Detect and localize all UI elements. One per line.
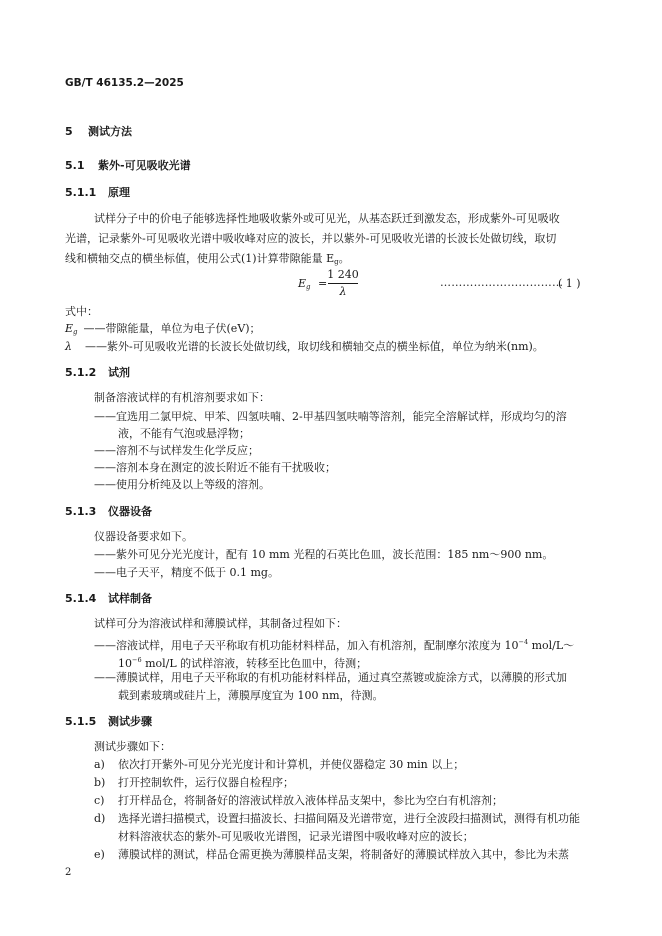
standard-id: GB/T 46135.2—2025 <box>65 77 184 89</box>
list-item-continued: $10^{-6}$ mol/L 的试样溶液，转移至比色皿中，待测； <box>118 656 368 670</box>
step-text: 打开控制软件，运行仪器自检程序； <box>118 776 294 789</box>
section-title: 测试方法 <box>88 125 132 138</box>
clause-title: 试样制备 <box>108 592 152 605</box>
step-text-continued: 材料溶液状态的紫外-可见吸收光谱图，记录光谱图中吸收峰对应的波长； <box>118 830 474 843</box>
formula-numerator: 1 240 <box>327 268 359 281</box>
list-item: ——宜选用二氯甲烷、甲苯、四氢呋喃、2-甲基四氢呋喃等溶剂，能完全溶解试样，形成均匀的溶 <box>94 410 567 423</box>
paragraph-line: 测试步骤如下： <box>94 740 171 753</box>
list-item-continued: 液，不能有气泡或悬浮物； <box>118 427 250 440</box>
step-text: 打开样品仓，将制备好的溶液试样放入液体样品支架中，参比为空白有机溶剂； <box>118 794 503 807</box>
subsection-number: 5.1 <box>65 159 85 172</box>
paragraph-line: 光谱，记录紫外-可见吸收光谱中吸收峰对应的波长，并以紫外-可见吸收光谱的长波长处做切线，取切 <box>65 232 557 245</box>
clause-number: 5.1.2 <box>65 366 97 379</box>
step-label: a) <box>94 758 105 771</box>
paragraph-line: 制备溶液试样的有机溶剂要求如下： <box>94 391 270 404</box>
clause-number: 5.1.4 <box>65 592 97 605</box>
step-label: e) <box>94 848 105 861</box>
step-label: c) <box>94 794 105 807</box>
fraction-bar <box>328 283 358 284</box>
paragraph-line: 仪器设备要求如下。 <box>94 530 193 543</box>
paragraph-line: 试样分子中的价电子能够选择性地吸收紫外或可见光，从基态跃迁到激发态，形成紫外-可见吸收 <box>94 212 560 225</box>
step-text: 依次打开紫外-可见分光光度计和计算机，并使仪器稳定 30 min 以上； <box>118 758 465 771</box>
definition-lambda: λ ——紫外-可见吸收光谱的长波长处做切线，取切线和横轴交点的横坐标值，单位为纳米(nm)。 <box>65 340 544 353</box>
section-number: 5 <box>65 125 73 138</box>
step-label: b) <box>94 776 106 789</box>
paragraph-line: 试样可分为溶液试样和薄膜试样，其制备过程如下： <box>94 617 347 630</box>
clause-number: 5.1.1 <box>65 186 97 199</box>
list-item: ——紫外可见分光光度计，配有 10 mm 光程的石英比色皿，波长范围：185 nm～900 nm。 <box>94 548 554 561</box>
list-item: ——溶液试样，用电子天平称取有机功能材料样品，加入有机溶剂，配制摩尔浓度为 $10^{-4}$ mol/L～ <box>94 638 575 652</box>
formula-lhs: $E_g$ <box>298 277 311 291</box>
list-item: ——薄膜试样，用电子天平称取的有机功能材料样品，通过真空蒸镀或旋涂方式，以薄膜的形式加 <box>94 671 567 684</box>
step-label: d) <box>94 812 106 825</box>
clause-title: 试剂 <box>108 366 130 379</box>
clause-title: 仪器设备 <box>108 505 152 518</box>
list-item: ——溶剂不与试样发生化学反应； <box>94 444 259 457</box>
list-item: ——使用分析纯及以上等级的溶剂。 <box>94 478 270 491</box>
list-item-continued: 载到素玻璃或硅片上，薄膜厚度宜为 100 nm，待测。 <box>118 689 384 702</box>
where-label: 式中： <box>65 305 98 318</box>
clause-title: 测试步骤 <box>108 715 152 728</box>
step-text: 薄膜试样的测试，样品仓需更换为薄膜样品支架，将制备好的薄膜试样放入其中，参比为未蒸 <box>118 848 569 861</box>
formula-denominator: λ <box>339 285 347 298</box>
subsection-title: 紫外-可见吸收光谱 <box>98 159 191 172</box>
step-text: 选择光谱扫描模式，设置扫描波长、扫描间隔及光谱带宽，进行全波段扫描测试，测得有机功能 <box>118 812 580 825</box>
clause-title: 原理 <box>108 186 130 199</box>
paragraph-line: 线和横轴交点的横坐标值，使用公式(1)计算带隙能量 $E_g$。 <box>65 252 350 266</box>
clause-number: 5.1.3 <box>65 505 97 518</box>
list-item: ——溶剂本身在测定的波长附近不能有干扰吸收； <box>94 461 336 474</box>
clause-number: 5.1.5 <box>65 715 97 728</box>
list-item: ——电子天平，精度不低于 0.1 mg。 <box>94 566 279 579</box>
page-number: 2 <box>65 867 72 878</box>
formula-equals: = <box>318 277 328 290</box>
definition-eg: $E_g$ ——带隙能量，单位为电子伏(eV)； <box>65 322 261 336</box>
formula-label: ( 1 ) <box>558 277 581 290</box>
formula-dots: …………………………… <box>440 276 564 289</box>
